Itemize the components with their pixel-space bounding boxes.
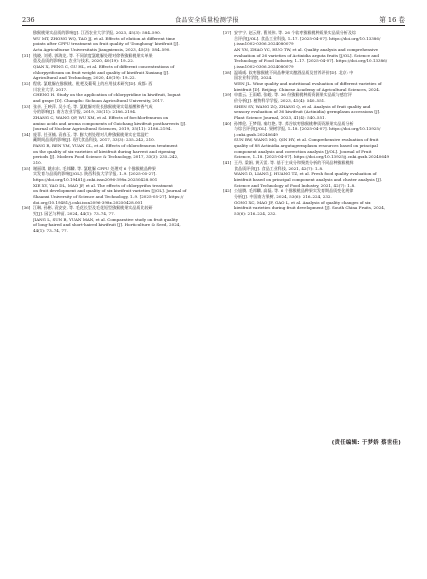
reference-line: 与综合评价[J/OL]. 果树学报, 1–18. [2025-04-07]. https://doi.org/10.13925/ <box>234 126 381 132</box>
reference-number: [36] <box>22 205 31 211</box>
reference-line: 庞菲, 任亚楠, 袁春玉, 等. 膨大剂处理对几种猕猴桃果实在常温贮 <box>33 131 149 137</box>
reference-entry <box>223 160 405 188</box>
reference-line: JIANG L, SUN B, YUAN MAN, et al. Comparative study on fruit quality <box>33 216 179 222</box>
reference-line: 程欣. 氯吡脲在猕猴桃、枇杷及葡萄上的应用技术研究[D]. 成都: 西 <box>33 80 153 86</box>
reference-line: 国农业科学院, 2024. <box>234 75 273 81</box>
reference-line: kiwifruit varieties during fruit development [J]. South China Fruits, 2024, <box>234 205 386 211</box>
reference-number: [37] <box>223 30 232 35</box>
reference-line: 安宇宁, 赵云财, 曹茂伟, 等. 26 个软枣猕猴桃种质果实品质分析及综 <box>234 30 356 35</box>
reference-number: [35] <box>22 165 31 171</box>
reference-line: on the quality of six varieties of kiwifruit during harvest and ripening <box>33 148 176 154</box>
reference-entry <box>223 188 405 216</box>
page-number: 236 <box>22 16 35 24</box>
reference-line: on fruit development and quality of six kiwifruit varieties [J/OL]. Journal of <box>33 188 187 194</box>
reference-entry <box>223 92 405 120</box>
reference-line: 谢丽琪, 姚东东, 毛邦麟, 等. 氯吡脲 CPPU 处理对 6 个猕猴桃品种果 <box>33 165 156 171</box>
reference-line: Plant Science Journal, 2023, 41(4): 540–551. <box>234 114 326 120</box>
reference-line: j.issn1002-0306.2024080079 <box>234 41 294 47</box>
reference-line: doi.org/10.19481/j.cnki.issn2096-398x.20250428.001 <box>33 199 143 205</box>
reference-line: 实发育与品质的影响[J/OL]. 陕西科技大学学报, 1–9. [2025-05-27]. <box>33 171 157 177</box>
reference-line: 公旭腾, 毛邦麟, 高磊, 等. 6 个猕猴桃品种果实发育期品质变化规律 <box>234 188 354 194</box>
reference-line: points after CPPU treatment on fruit quality of 'Donghong' kiwifruit [J]. <box>33 41 180 47</box>
reference-line: Science, 1–18. [2025-04-07]. https://doi.org/10.13925/j.cnki.gsxb.20240649 <box>234 154 390 160</box>
reference-line: 江琳, 孙彬, 袁安安, 等. 毛花长型及毛花短型猕猴桃果实品质比较研 <box>33 205 153 211</box>
reference-line: Shaanxi University of Science and Technology, 1–9. [2025-05-27]. https:// <box>33 194 184 200</box>
reference-line: Journal of Nuclear Agricultural Sciences, 2019, 35(11): 2186–2194. <box>33 126 172 132</box>
reference-number: [38] <box>223 69 232 75</box>
reference-entry <box>223 70 405 93</box>
reference-entry <box>22 53 204 81</box>
reference-line: SUN BW, WANG MQ, QIN HY, et al. Comprehensive evaluation of fruit <box>234 137 379 143</box>
reference-number: [32] <box>22 80 31 86</box>
reference-line: 合评价[J/OL]. 食品工业科技, 1–17. [2025-04-07]. https://doi.org/10.13386/ <box>234 35 381 41</box>
reference-line: sensory evaluation of 36 kiwifruit (Actinidia) germplasm accessions [J]. <box>234 109 381 115</box>
reference-line: 53(6): 216–224, 232. <box>234 211 277 216</box>
reference-line: 川农业大学, 2017. <box>33 86 68 92</box>
reference-number: [40] <box>223 120 232 126</box>
reference-line: 210. <box>33 160 43 166</box>
reference-line: 温靖威. 软枣猕猴桃不同品种果实酿酒品质及营养评价[D]. 北京: 中 <box>234 69 354 75</box>
reference-line: j.issn1002-0306.2024080079 <box>234 63 294 69</box>
reference-line: 食品质评价[J]. 食品工业科技, 2021, 42(7): 1–8. <box>234 165 324 171</box>
reference-line: WU MT, ZHONG WQ, TAO JJ, et al. Effects of elution at different time <box>33 35 176 41</box>
reference-number: [33] <box>22 103 31 109</box>
reference-line: 王丹, 梁娟, 黄天雷, 等. 基于主成分和聚类分析的不同品种猕猴桃鲜 <box>234 160 354 166</box>
reference-line: QIAN X, PENG C, GU HL, et al. Effects of different concentrations of <box>33 63 175 69</box>
reference-line: and grape [D]. Changdu: Sichuan Agricultural University, 2017. <box>33 97 164 103</box>
reference-line: of long-haired and short-haired kiwifruit [J]. Horticulture & Seed, 2024, <box>33 222 181 228</box>
page-header <box>22 12 405 24</box>
reference-number: [31] <box>22 52 31 58</box>
reference-line: evaluation of 26 varieties of Actinidia arguta fruits [J/OL]. Science and <box>234 52 379 58</box>
reference-entry <box>22 205 204 233</box>
reference-line: amino acids and aroma components of Guichang kiwifruit postharvests [J]. <box>33 120 187 126</box>
reference-line: 张亲, 王映萍, 吴小毛, 等. 氯吡脲对贵长猕猴桃果实氨基酸和香气成 <box>33 103 153 109</box>
reference-line: SHEN SY, WANG ZQ, ZHANG Q, et al. Analysis of fruit quality and <box>234 103 371 109</box>
reference-line: chlorpyrifosum on fruit weight and quality of kiwifruit Xuxiang [J]. <box>33 69 170 75</box>
reference-number: [41] <box>223 160 232 166</box>
reference-entry <box>22 132 204 166</box>
reference-entry <box>22 166 204 206</box>
reference-line: Acta Agriculturae Universitatis Jiangxiensis, 2023, 45(3): 584–590. <box>33 46 171 52</box>
header-rule <box>22 25 405 26</box>
references-left-column <box>22 30 204 234</box>
reference-line: 44(1): 73–74, 77. <box>33 227 68 233</box>
reference-line: WANG D, LIANG J, HUANG TZ, et al. Fresh food quality evaluation of <box>234 171 377 177</box>
reference-number: [39] <box>223 92 232 98</box>
reference-entry <box>22 81 204 104</box>
reference-line: 分的影响[J]. 南方农业学报, 2019, 35(11): 2186–2194. <box>33 109 137 115</box>
reference-line: GONG XC, MAO JF, GAO L, et al. Analysis of quality changes of six <box>234 199 371 205</box>
reference-line: 分析[J]. 中国南方果树, 2024, 53(6): 216–224, 232. <box>234 194 332 200</box>
reference-line: kiwifruit [D]. Beijing: Chinese Academy of Agricultural Sciences, 2024. <box>234 86 381 92</box>
reference-line: Agricultural and Technology, 2020, 40(19): 19–22. <box>33 75 136 81</box>
reference-line: 价分析[J]. 植物科学学报, 2023, 41(4): 540–551. <box>234 97 326 103</box>
reference-line: WEN JL. Wine quality and nutritional evaluation of different varieties of <box>234 80 382 86</box>
reference-line: quality of 88 Actinidia argutagermplasm resources based on principal <box>234 143 378 149</box>
reference-line: ZHANG C, WANG QP, WU XM, et al. Effects of forchlorfenuron on <box>33 114 169 120</box>
editor-note: (责任编辑: 于梦娇 蔡世佳) <box>331 440 401 446</box>
volume-issue: 第 16 卷 <box>379 16 405 24</box>
reference-line: 藏期间品质的影响[J]. 现代食品科技, 2017, 33(3): 235–242, 210. <box>33 137 156 143</box>
reference-line: 重及品质的影响[J]. 农业与技术, 2020, 40(19): 19–22. <box>33 58 135 64</box>
reference-entry <box>22 104 204 132</box>
reference-entry <box>22 30 204 53</box>
reference-entry <box>223 121 405 161</box>
references-right-column <box>223 30 405 217</box>
reference-line: j.cnki.gsxb.20240649 <box>234 131 278 137</box>
reference-entry <box>223 30 405 70</box>
reference-line: XIE XY, YAO DL, MAO JF, et al. The effects of chlorpyrifos treatment <box>33 182 173 188</box>
reference-number: [34] <box>22 131 31 137</box>
journal-title: 食品安全质量检测学报 <box>174 17 239 24</box>
reference-line: PANG R, REN YM, YUAN CL, et al. Effects of chlorofenuron treatment <box>33 143 178 149</box>
reference-line: 猕猴桃果实品质的影响[J]. 江西农业大学学报, 2023, 45(3): 584–590. <box>33 30 161 35</box>
reference-line: 究[J]. 园艺与种苗, 2024, 44(1): 73–74, 77. <box>33 211 115 216</box>
reference-line: AN YN, ZHAO YC, HUO TW, et al. Quality analysis and comprehensive <box>234 46 379 52</box>
reference-line: 钱晓, 刘勇, 郭海龙, 等. 不同浓度氯吡脲处理对徐香猕猴桃果实单果 <box>33 52 153 58</box>
reference-line: component analysis and correction analysis [J/OL]. Journal of Fruit <box>234 148 372 154</box>
reference-line: CHENG H. Study on the application of chlorpyridine in kiwifruit, loquat <box>33 92 181 98</box>
reference-line: Science and Technology of Food Industry, 2021, 42(7): 1–8. <box>234 182 356 188</box>
reference-line: https://doi.org/10.19481/j.cnki.issn2096-398x.20250428.001 <box>33 177 158 183</box>
reference-number: [42] <box>223 188 232 194</box>
reference-line: Technology of Food Industry, 1–17. [2025-04-07]. https://doi.org/10.13386/ <box>234 58 388 64</box>
reference-line: 申童云, 王雨晴, 张峻, 等. 36 份猕猴桃种质资源果实品质与感官评 <box>234 92 352 98</box>
reference-line: 孙博伦, 王梦翔, 秦红艳, 等. 荞谷软枣猕猴桃种质资源果实品质分析 <box>234 120 354 126</box>
reference-line: periods [J]. Modern Food Science & Technology, 2017, 33(3): 235–242, <box>33 154 179 160</box>
reference-line: kiwifruit based on principal component analysis and cluster analysis [J]. <box>234 177 383 183</box>
